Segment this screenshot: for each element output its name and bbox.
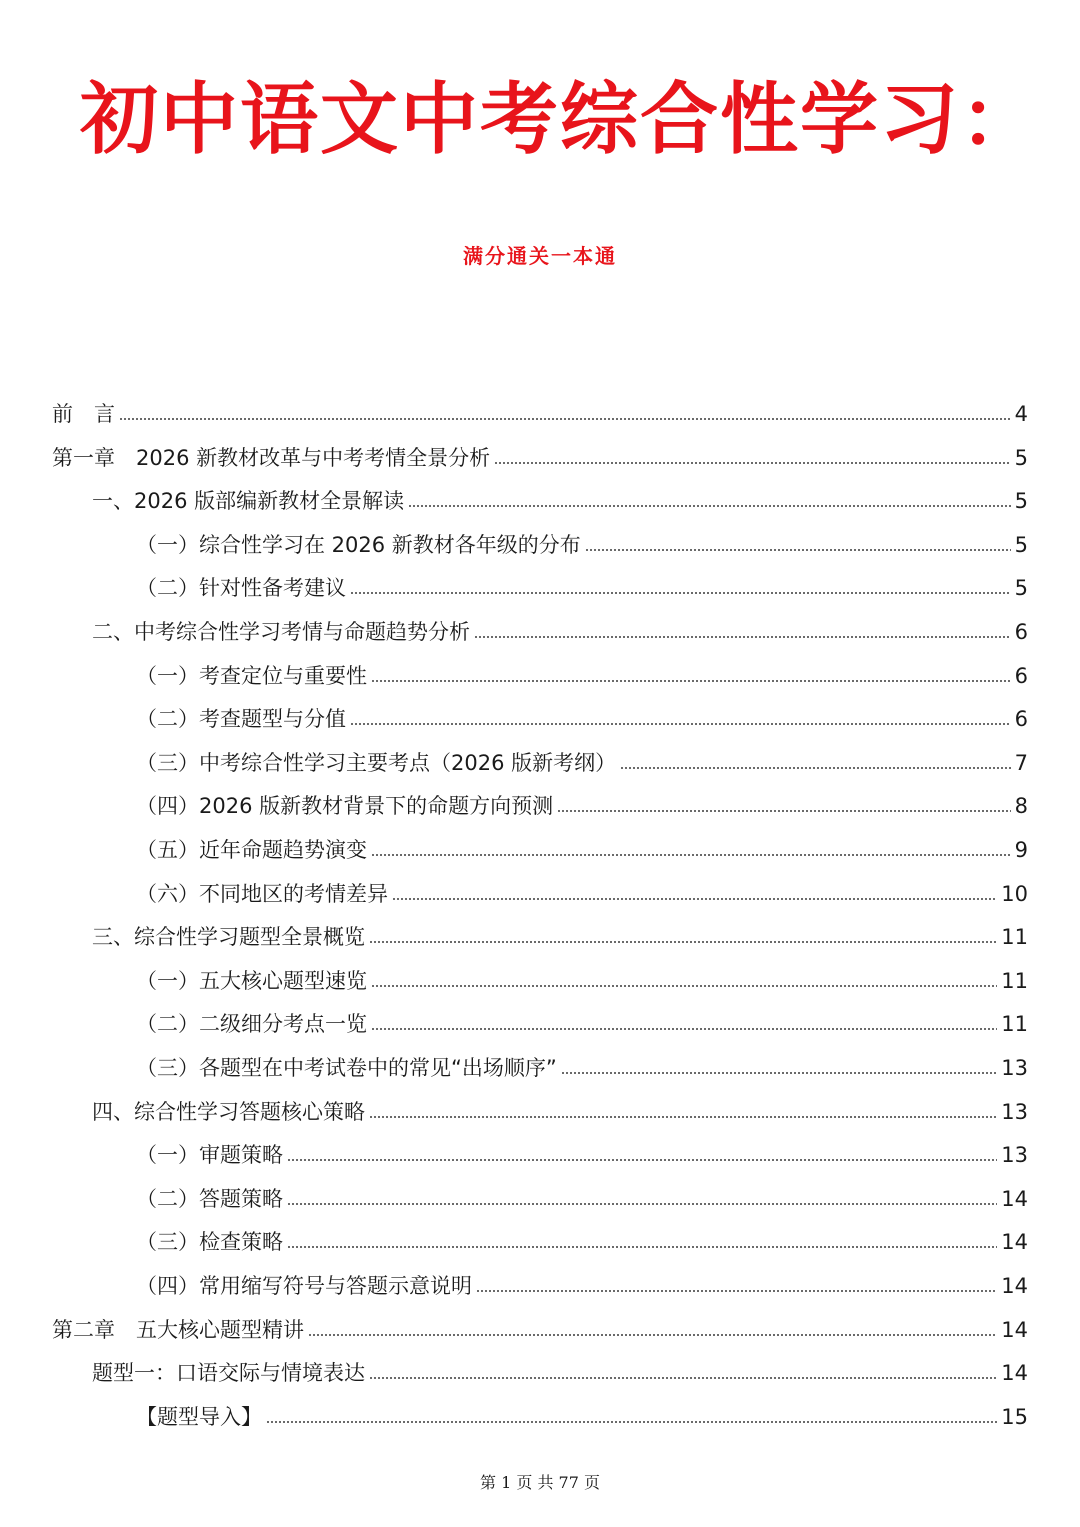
toc-dot-leader <box>369 1375 997 1381</box>
toc-entry[interactable] <box>136 1169 1028 1213</box>
toc-entry-page: 15 <box>1001 1404 1028 1429</box>
toc-entry-label: 前 言 <box>52 402 115 426</box>
toc-entry-label: 四、综合性学习答题核心策略 <box>92 1099 365 1124</box>
toc-dot-leader <box>119 416 1011 422</box>
toc-entry[interactable] <box>136 1212 1028 1256</box>
toc-entry-label: 题型一：口语交际与情境表达 <box>92 1361 365 1386</box>
toc-dot-leader <box>585 547 1011 553</box>
toc-entry[interactable] <box>136 994 1028 1038</box>
toc-entry-label: （二）二级细分考点一览 <box>136 1012 367 1037</box>
toc-entry[interactable] <box>52 428 1028 472</box>
toc-entry-page: 7 <box>1014 750 1028 775</box>
toc-dot-leader <box>287 1244 997 1250</box>
toc-dot-leader <box>392 896 997 902</box>
toc-entry-page: 14 <box>1001 1230 1028 1255</box>
toc-entry-page: 6 <box>1014 663 1028 688</box>
toc-entry[interactable] <box>92 602 1028 646</box>
toc-entry-label: 第二章 五大核心题型精讲 <box>52 1317 304 1342</box>
toc-entry[interactable] <box>136 864 1028 908</box>
toc-entry-page: 9 <box>1014 838 1028 862</box>
toc-entry-page: 14 <box>1001 1361 1028 1386</box>
toc-entry[interactable] <box>136 1125 1028 1169</box>
toc-entry-label: （一）审题策略 <box>136 1143 283 1168</box>
toc-dot-leader <box>350 590 1011 596</box>
toc-dot-leader <box>474 634 1011 640</box>
toc-dot-leader <box>561 1070 998 1076</box>
toc-dot-leader <box>408 503 1011 509</box>
toc-entry[interactable] <box>92 1082 1028 1126</box>
page-footer: 第 1 页 共 77 页 <box>480 1473 600 1492</box>
toc-dot-leader <box>350 721 1011 727</box>
toc-entry-label: （三）各题型在中考试卷中的常见“出场顺序” <box>136 1056 557 1080</box>
toc-dot-leader <box>494 460 1011 466</box>
toc-dot-leader <box>287 1201 997 1207</box>
toc-entry-page: 4 <box>1014 402 1028 426</box>
toc-entry[interactable] <box>92 471 1028 515</box>
toc-dot-leader <box>557 808 1011 814</box>
toc-entry-page: 11 <box>1001 925 1028 950</box>
toc-entry[interactable] <box>52 384 1028 428</box>
toc-dot-leader <box>476 1288 997 1294</box>
toc-entry-page: 13 <box>1001 1099 1028 1124</box>
toc-entry-page: 10 <box>1001 881 1028 906</box>
toc-entry-label: （四）2026 版新教材背景下的命题方向预测 <box>136 794 554 819</box>
toc-entry-page: 11 <box>1001 1012 1028 1037</box>
toc-entry[interactable] <box>52 1300 1028 1344</box>
toc-entry-label: （二）针对性备考建议 <box>136 576 346 601</box>
toc-entry-label: （六）不同地区的考情差异 <box>136 881 388 906</box>
toc-dot-leader <box>369 939 997 945</box>
toc-entry[interactable] <box>92 1343 1028 1387</box>
toc-entry[interactable] <box>136 646 1028 690</box>
toc-entry-label: （三）中考综合性学习主要考点（2026 版新考纲） <box>136 750 617 775</box>
title-line-2: 满分通关一本通 <box>463 244 617 268</box>
toc-entry-page: 13 <box>1001 1056 1028 1080</box>
toc-dot-leader <box>287 1157 997 1163</box>
toc-dot-leader <box>371 1026 997 1032</box>
toc-entry-label: 一、2026 版部编新教材全景解读 <box>92 489 405 514</box>
toc-entry[interactable] <box>136 733 1028 777</box>
toc-entry-page: 14 <box>1001 1186 1028 1211</box>
toc-dot-leader <box>371 983 997 989</box>
toc-entry-label: （二）考查题型与分值 <box>136 707 346 732</box>
toc-entry-label: （一）综合性学习在 2026 新教材各年级的分布 <box>136 532 581 557</box>
toc-entry-page: 11 <box>1001 968 1028 993</box>
toc-dot-leader <box>369 1114 997 1120</box>
toc-entry-label: 第一章 2026 新教材改革与中考考情全景分析 <box>52 445 491 470</box>
toc-entry-page: 8 <box>1014 794 1028 819</box>
toc-entry-label: 【题型导入】 <box>136 1404 262 1429</box>
toc-entry-page: 5 <box>1014 576 1028 601</box>
toc-entry[interactable] <box>136 1387 1028 1431</box>
toc-entry-page: 5 <box>1014 489 1028 514</box>
toc-dot-leader <box>371 852 1011 858</box>
toc-entry[interactable] <box>136 1038 1028 1082</box>
toc-entry-label: （二）答题策略 <box>136 1186 283 1211</box>
toc-entry-label: （三）检查策略 <box>136 1230 283 1255</box>
toc-dot-leader <box>308 1332 997 1338</box>
toc-entry-page: 6 <box>1014 620 1028 644</box>
toc-entry-page: 5 <box>1014 532 1028 557</box>
toc-entry[interactable] <box>136 776 1028 820</box>
toc-entry-label: （一）考查定位与重要性 <box>136 663 367 688</box>
toc-dot-leader <box>371 678 1011 684</box>
title-line-1: 初中语文中考综合性学习： <box>80 74 1041 165</box>
toc-entry-page: 5 <box>1014 445 1028 470</box>
toc-entry-page: 13 <box>1001 1143 1028 1168</box>
toc-entry-page: 14 <box>1001 1274 1028 1298</box>
toc-entry-page: 14 <box>1001 1317 1028 1342</box>
toc-dot-leader <box>266 1419 997 1425</box>
toc-entry[interactable] <box>136 689 1028 733</box>
toc-entry[interactable] <box>136 515 1028 559</box>
toc-entry-label: 三、综合性学习题型全景概览 <box>92 925 365 950</box>
toc-entry[interactable] <box>136 558 1028 602</box>
toc-entry-label: （一）五大核心题型速览 <box>136 968 367 993</box>
toc-entry[interactable] <box>136 951 1028 995</box>
toc-entry[interactable] <box>136 820 1028 864</box>
toc-entry-page: 6 <box>1014 707 1028 732</box>
toc-entry-label: （五）近年命题趋势演变 <box>136 838 367 862</box>
toc-entry[interactable] <box>92 907 1028 951</box>
toc-dot-leader <box>620 765 1011 771</box>
toc-entry[interactable] <box>136 1256 1028 1300</box>
toc-entry-label: 二、中考综合性学习考情与命题趋势分析 <box>92 620 470 644</box>
toc-entry-label: （四）常用缩写符号与答题示意说明 <box>136 1274 472 1298</box>
